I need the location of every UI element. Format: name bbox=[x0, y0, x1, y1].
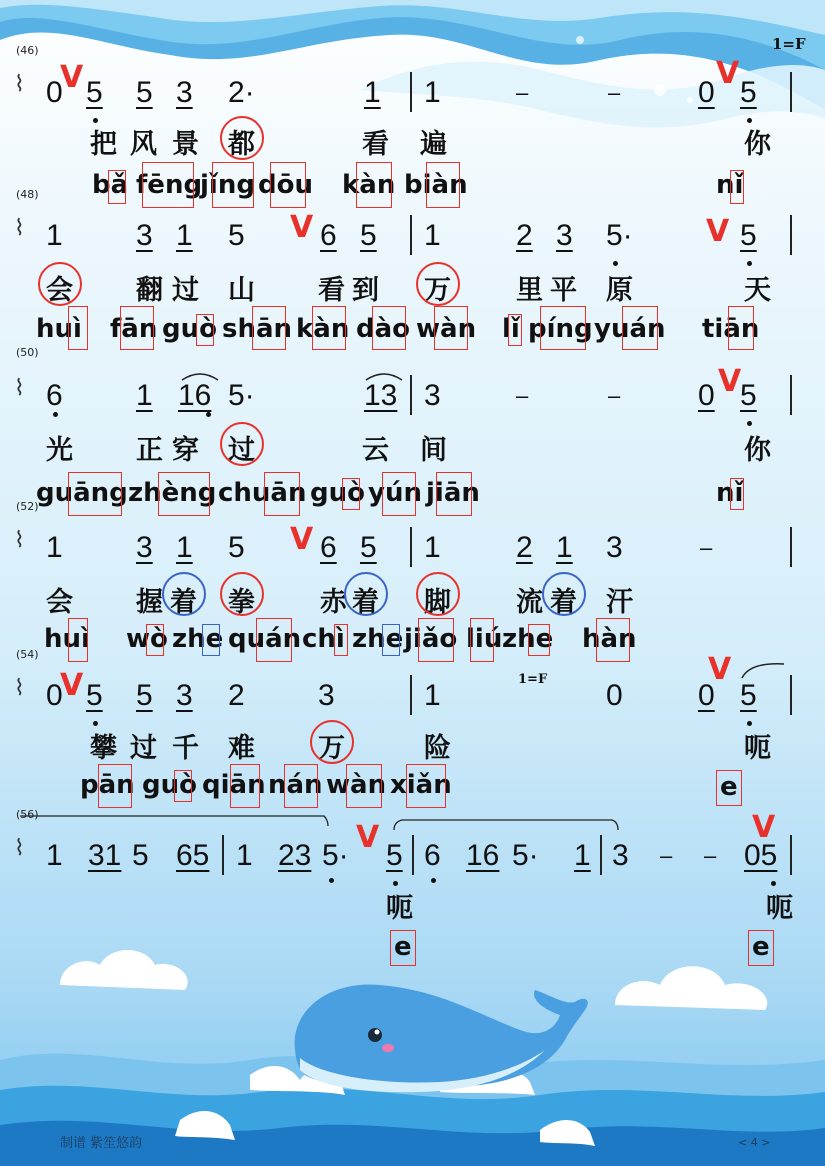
pinyin: huì bbox=[44, 624, 90, 654]
tone-box bbox=[230, 764, 260, 808]
lyric-char: 汗 bbox=[606, 587, 633, 618]
tone-box bbox=[284, 764, 318, 808]
breath-mark: V bbox=[290, 522, 314, 557]
lyric-char: 正 bbox=[136, 435, 163, 466]
note: 1 bbox=[574, 839, 591, 872]
stress-circle-blue bbox=[344, 572, 388, 616]
pinyin: dōu bbox=[258, 170, 313, 200]
barline bbox=[790, 835, 792, 875]
tone-box bbox=[334, 624, 348, 656]
stress-circle-blue bbox=[162, 572, 206, 616]
lyric-char: 平 bbox=[550, 275, 577, 306]
tone-box bbox=[108, 170, 126, 204]
lyric-char: 赤 bbox=[320, 587, 347, 618]
lower-octave-dot bbox=[431, 878, 436, 883]
lyric-char: 万 bbox=[318, 733, 345, 764]
pinyin: zhe bbox=[352, 624, 404, 654]
note: 0 bbox=[606, 679, 623, 712]
stress-circle bbox=[38, 262, 82, 306]
page-number: < 4 > bbox=[738, 1136, 771, 1149]
note: 3 bbox=[318, 679, 335, 712]
lyric-char: 原 bbox=[606, 275, 633, 306]
pinyin: jiǎo bbox=[404, 624, 458, 654]
tone-box bbox=[434, 306, 468, 350]
note: 0 bbox=[46, 679, 63, 712]
tone-box bbox=[508, 314, 522, 346]
lyric-char: 攀 bbox=[90, 733, 117, 764]
note: 16 bbox=[178, 379, 212, 412]
lyric-char: 万 bbox=[424, 275, 451, 306]
tone-box bbox=[436, 472, 472, 516]
note: 3 bbox=[556, 219, 573, 252]
pinyin: fēng bbox=[136, 170, 203, 200]
note: 5 bbox=[228, 531, 245, 564]
dash: – bbox=[516, 80, 529, 105]
lyric-char: 云 bbox=[362, 435, 389, 466]
barline bbox=[790, 527, 792, 567]
pinyin: yún bbox=[368, 478, 422, 508]
pinyin: yuán bbox=[594, 314, 666, 344]
tone-box bbox=[382, 472, 416, 516]
pinyin: pān bbox=[80, 770, 135, 800]
note: 5 bbox=[386, 839, 403, 872]
note: 0 bbox=[698, 679, 715, 712]
pinyin: guò bbox=[162, 314, 217, 344]
lower-octave-dot bbox=[613, 261, 618, 266]
lyric-char: 拳 bbox=[228, 587, 255, 618]
pinyin: lǐ bbox=[502, 314, 520, 344]
tone-box bbox=[196, 314, 214, 346]
barline bbox=[600, 835, 602, 875]
barline bbox=[410, 72, 412, 112]
note: 5 bbox=[228, 219, 245, 252]
pinyin: e bbox=[752, 932, 770, 962]
note: 1 bbox=[176, 219, 193, 252]
stress-circle bbox=[310, 720, 354, 764]
dash: – bbox=[608, 383, 621, 408]
lyric-char: 间 bbox=[420, 435, 447, 466]
barline bbox=[790, 215, 792, 255]
stress-circle bbox=[220, 572, 264, 616]
note: 5· bbox=[228, 379, 255, 412]
note: 3 bbox=[136, 531, 153, 564]
tone-box bbox=[158, 472, 210, 516]
lyric-char: 看 bbox=[318, 275, 345, 306]
tone-box bbox=[528, 624, 550, 656]
lower-octave-dot bbox=[329, 878, 334, 883]
phrase-slur bbox=[392, 818, 622, 832]
lower-octave-dot bbox=[206, 412, 211, 417]
lyric-char: 遍 bbox=[420, 129, 447, 160]
note: 0 bbox=[698, 379, 715, 412]
lyric-char: 过 bbox=[228, 435, 255, 466]
arranger-credit: 制谱 紫笙悠韵 bbox=[60, 1136, 143, 1151]
tone-box bbox=[596, 618, 630, 662]
lyric-char: 着 bbox=[550, 587, 577, 618]
barline bbox=[410, 215, 412, 255]
lyric-char: 景 bbox=[172, 129, 199, 160]
lyric-char: 翻 bbox=[136, 275, 163, 306]
barline bbox=[410, 527, 412, 567]
tone-box bbox=[622, 306, 658, 350]
note: 5· bbox=[322, 839, 349, 872]
tone-box bbox=[212, 162, 254, 208]
breath-mark: V bbox=[60, 668, 84, 703]
note: 5 bbox=[740, 379, 757, 412]
lyric-char: 呃 bbox=[766, 893, 793, 924]
lyric-char: 里 bbox=[516, 275, 543, 306]
note: 05 bbox=[744, 839, 778, 872]
stress-circle bbox=[416, 572, 460, 616]
tone-box bbox=[142, 162, 194, 208]
lyric-char: 到 bbox=[352, 275, 379, 306]
lyric-char: 光 bbox=[46, 435, 73, 466]
breath-mark: V bbox=[60, 60, 84, 95]
dash: – bbox=[660, 843, 673, 868]
lyric-char: 穿 bbox=[172, 435, 199, 466]
dash: – bbox=[516, 383, 529, 408]
stress-circle-blue bbox=[542, 572, 586, 616]
note: 1 bbox=[46, 839, 63, 872]
stress-circle bbox=[220, 422, 264, 466]
note: 2 bbox=[516, 219, 533, 252]
barline bbox=[790, 675, 792, 715]
pinyin: e bbox=[394, 932, 412, 962]
note: 6 bbox=[320, 531, 337, 564]
pinyin: fān bbox=[110, 314, 158, 344]
tone-box bbox=[406, 764, 446, 808]
lyric-char: 过 bbox=[130, 733, 157, 764]
dash: – bbox=[700, 535, 713, 560]
system-brace: ⌇ bbox=[14, 216, 25, 241]
tone-box bbox=[356, 162, 392, 208]
measure-number-48: (48) bbox=[16, 188, 39, 201]
measure-number-54: (54) bbox=[16, 648, 39, 661]
pinyin: tiān bbox=[702, 314, 760, 344]
note: 5 bbox=[740, 219, 757, 252]
note: 1 bbox=[556, 531, 573, 564]
tone-box bbox=[68, 306, 88, 350]
note: 5 bbox=[86, 76, 103, 109]
lyric-char: 着 bbox=[170, 587, 197, 618]
pinyin: guāng bbox=[36, 478, 128, 508]
breath-mark: V bbox=[716, 56, 740, 91]
measure-number-46: (46) bbox=[16, 44, 39, 57]
tone-box bbox=[98, 764, 132, 808]
note: 3 bbox=[612, 839, 629, 872]
barline bbox=[222, 835, 224, 875]
note: 65 bbox=[176, 839, 210, 872]
pinyin: guò bbox=[142, 770, 197, 800]
pinyin: nán bbox=[268, 770, 323, 800]
tone-box bbox=[146, 624, 164, 656]
tone-box bbox=[540, 306, 586, 350]
tone-box bbox=[426, 162, 460, 208]
note: 1 bbox=[424, 76, 441, 109]
breath-mark: V bbox=[708, 652, 732, 687]
tone-box bbox=[390, 930, 416, 966]
tone-box bbox=[372, 306, 406, 350]
lyric-char: 呃 bbox=[386, 893, 413, 924]
neutral-tone-box bbox=[382, 624, 400, 656]
lyric-char: 看 bbox=[362, 129, 389, 160]
tone-box bbox=[346, 764, 382, 808]
note: 2 bbox=[516, 531, 533, 564]
lyric-char: 你 bbox=[744, 435, 771, 466]
barline bbox=[410, 675, 412, 715]
breath-mark: V bbox=[356, 820, 380, 855]
tie bbox=[740, 660, 786, 680]
note: 2 bbox=[228, 679, 245, 712]
slur bbox=[364, 368, 404, 382]
breath-mark: V bbox=[290, 210, 314, 245]
tone-box bbox=[120, 306, 154, 350]
lyric-char: 你 bbox=[744, 129, 771, 160]
tone-box bbox=[174, 770, 192, 802]
lyric-char: 过 bbox=[172, 275, 199, 306]
tone-box bbox=[68, 472, 122, 516]
tone-box bbox=[342, 478, 360, 510]
note: 23 bbox=[278, 839, 312, 872]
stress-circle bbox=[416, 262, 460, 306]
pinyin: liú bbox=[466, 624, 503, 654]
key-signature: 1=F bbox=[772, 35, 806, 53]
note: 5 bbox=[360, 219, 377, 252]
pinyin: wàn bbox=[326, 770, 387, 800]
lyric-char: 流 bbox=[516, 587, 543, 618]
dash: – bbox=[608, 80, 621, 105]
pinyin: kàn bbox=[342, 170, 396, 200]
lower-octave-dot bbox=[747, 421, 752, 426]
pinyin: shān bbox=[222, 314, 293, 344]
pinyin: jiān bbox=[426, 478, 480, 508]
pinyin: wàn bbox=[416, 314, 477, 344]
slur bbox=[180, 368, 220, 382]
measure-number-52: (52) bbox=[16, 500, 39, 513]
pinyin: chì bbox=[302, 624, 345, 654]
pinyin: quán bbox=[228, 624, 302, 654]
pinyin: bǎ bbox=[92, 170, 129, 200]
note: 5 bbox=[136, 679, 153, 712]
lyric-char: 山 bbox=[228, 275, 255, 306]
tone-box bbox=[252, 306, 286, 350]
lyric-char: 握 bbox=[136, 587, 163, 618]
note: 1 bbox=[364, 76, 381, 109]
note: 1 bbox=[424, 531, 441, 564]
lyric-char: 着 bbox=[352, 587, 379, 618]
note: 2· bbox=[228, 76, 255, 109]
tone-box bbox=[728, 306, 754, 350]
measure-number-50: (50) bbox=[16, 346, 39, 359]
note: 5 bbox=[360, 531, 377, 564]
note: 0 bbox=[46, 76, 63, 109]
note: 1 bbox=[236, 839, 253, 872]
note: 5 bbox=[740, 679, 757, 712]
stress-circle bbox=[220, 116, 264, 160]
tone-box bbox=[716, 770, 742, 806]
pinyin: nǐ bbox=[716, 478, 744, 508]
pinyin: nǐ bbox=[716, 170, 744, 200]
dash: – bbox=[704, 843, 717, 868]
system-brace: ⌇ bbox=[14, 676, 25, 701]
note: 31 bbox=[88, 839, 122, 872]
note: 1 bbox=[424, 219, 441, 252]
pinyin: biàn bbox=[404, 170, 468, 200]
note: 5· bbox=[606, 219, 633, 252]
lyric-char: 天 bbox=[744, 275, 771, 306]
lyric-char: 把 bbox=[90, 129, 117, 160]
tone-box bbox=[470, 618, 494, 662]
note: 6 bbox=[320, 219, 337, 252]
pinyin: kàn bbox=[296, 314, 350, 344]
system-brace: ⌇ bbox=[14, 836, 25, 861]
tone-box bbox=[68, 618, 88, 662]
lyric-char: 千 bbox=[172, 733, 199, 764]
note: 3 bbox=[136, 219, 153, 252]
breath-mark: V bbox=[718, 364, 742, 399]
tone-box bbox=[270, 162, 306, 208]
breath-mark: V bbox=[752, 810, 776, 845]
lyric-char: 呃 bbox=[744, 733, 771, 764]
tone-box bbox=[418, 618, 454, 662]
pinyin: zhe bbox=[502, 624, 554, 654]
note: 5 bbox=[136, 76, 153, 109]
pinyin: zhe bbox=[172, 624, 224, 654]
note: 5· bbox=[512, 839, 539, 872]
pinyin: wò bbox=[126, 624, 168, 654]
lyric-char: 风 bbox=[130, 129, 157, 160]
lyric-char: 都 bbox=[228, 129, 255, 160]
system-brace: ⌇ bbox=[14, 528, 25, 553]
note: 3 bbox=[176, 679, 193, 712]
pinyin: huì bbox=[36, 314, 82, 344]
tone-box bbox=[730, 170, 744, 204]
note: 5 bbox=[86, 679, 103, 712]
note: 1 bbox=[136, 379, 153, 412]
note: 0 bbox=[698, 76, 715, 109]
tone-box bbox=[264, 472, 300, 516]
neutral-tone-box bbox=[202, 624, 220, 656]
lyric-char: 难 bbox=[228, 733, 255, 764]
barline bbox=[790, 72, 792, 112]
note: 1 bbox=[424, 679, 441, 712]
barline bbox=[790, 375, 792, 415]
note: 6 bbox=[46, 379, 63, 412]
note: 16 bbox=[466, 839, 500, 872]
pinyin: e bbox=[720, 772, 738, 802]
tone-box bbox=[730, 478, 744, 510]
barline bbox=[412, 835, 414, 875]
lyric-char: 会 bbox=[46, 587, 73, 618]
pinyin: xiǎn bbox=[390, 770, 452, 800]
note: 6 bbox=[424, 839, 441, 872]
pinyin: píng bbox=[528, 314, 593, 344]
system-brace: ⌇ bbox=[14, 376, 25, 401]
lower-octave-dot bbox=[747, 261, 752, 266]
tone-box bbox=[256, 618, 292, 662]
pinyin: qiān bbox=[202, 770, 266, 800]
lower-octave-dot bbox=[53, 412, 58, 417]
lyric-char: 脚 bbox=[424, 587, 451, 618]
pinyin: dào bbox=[356, 314, 411, 344]
note: 3 bbox=[606, 531, 623, 564]
key-change-label: 1=F bbox=[518, 672, 548, 687]
note: 3 bbox=[176, 76, 193, 109]
note: 1 bbox=[176, 531, 193, 564]
lyric-char: 会 bbox=[46, 275, 73, 306]
note: 5 bbox=[740, 76, 757, 109]
note: 1 bbox=[46, 219, 63, 252]
tone-box bbox=[312, 306, 346, 350]
pinyin: jǐng bbox=[200, 170, 255, 200]
lyric-char: 险 bbox=[424, 733, 451, 764]
note: 5 bbox=[132, 839, 149, 872]
barline bbox=[410, 375, 412, 415]
tone-box bbox=[748, 930, 774, 966]
breath-mark: V bbox=[706, 214, 730, 249]
pinyin: guò bbox=[310, 478, 365, 508]
note: 13 bbox=[364, 379, 398, 412]
note: 3 bbox=[424, 379, 441, 412]
pinyin: chuān bbox=[218, 478, 307, 508]
note: 1 bbox=[46, 531, 63, 564]
pinyin: hàn bbox=[582, 624, 637, 654]
measure-number-56: (56) bbox=[16, 808, 39, 821]
phrase-slur bbox=[18, 814, 330, 828]
pinyin: zhèng bbox=[128, 478, 217, 508]
system-brace: ⌇ bbox=[14, 72, 25, 97]
